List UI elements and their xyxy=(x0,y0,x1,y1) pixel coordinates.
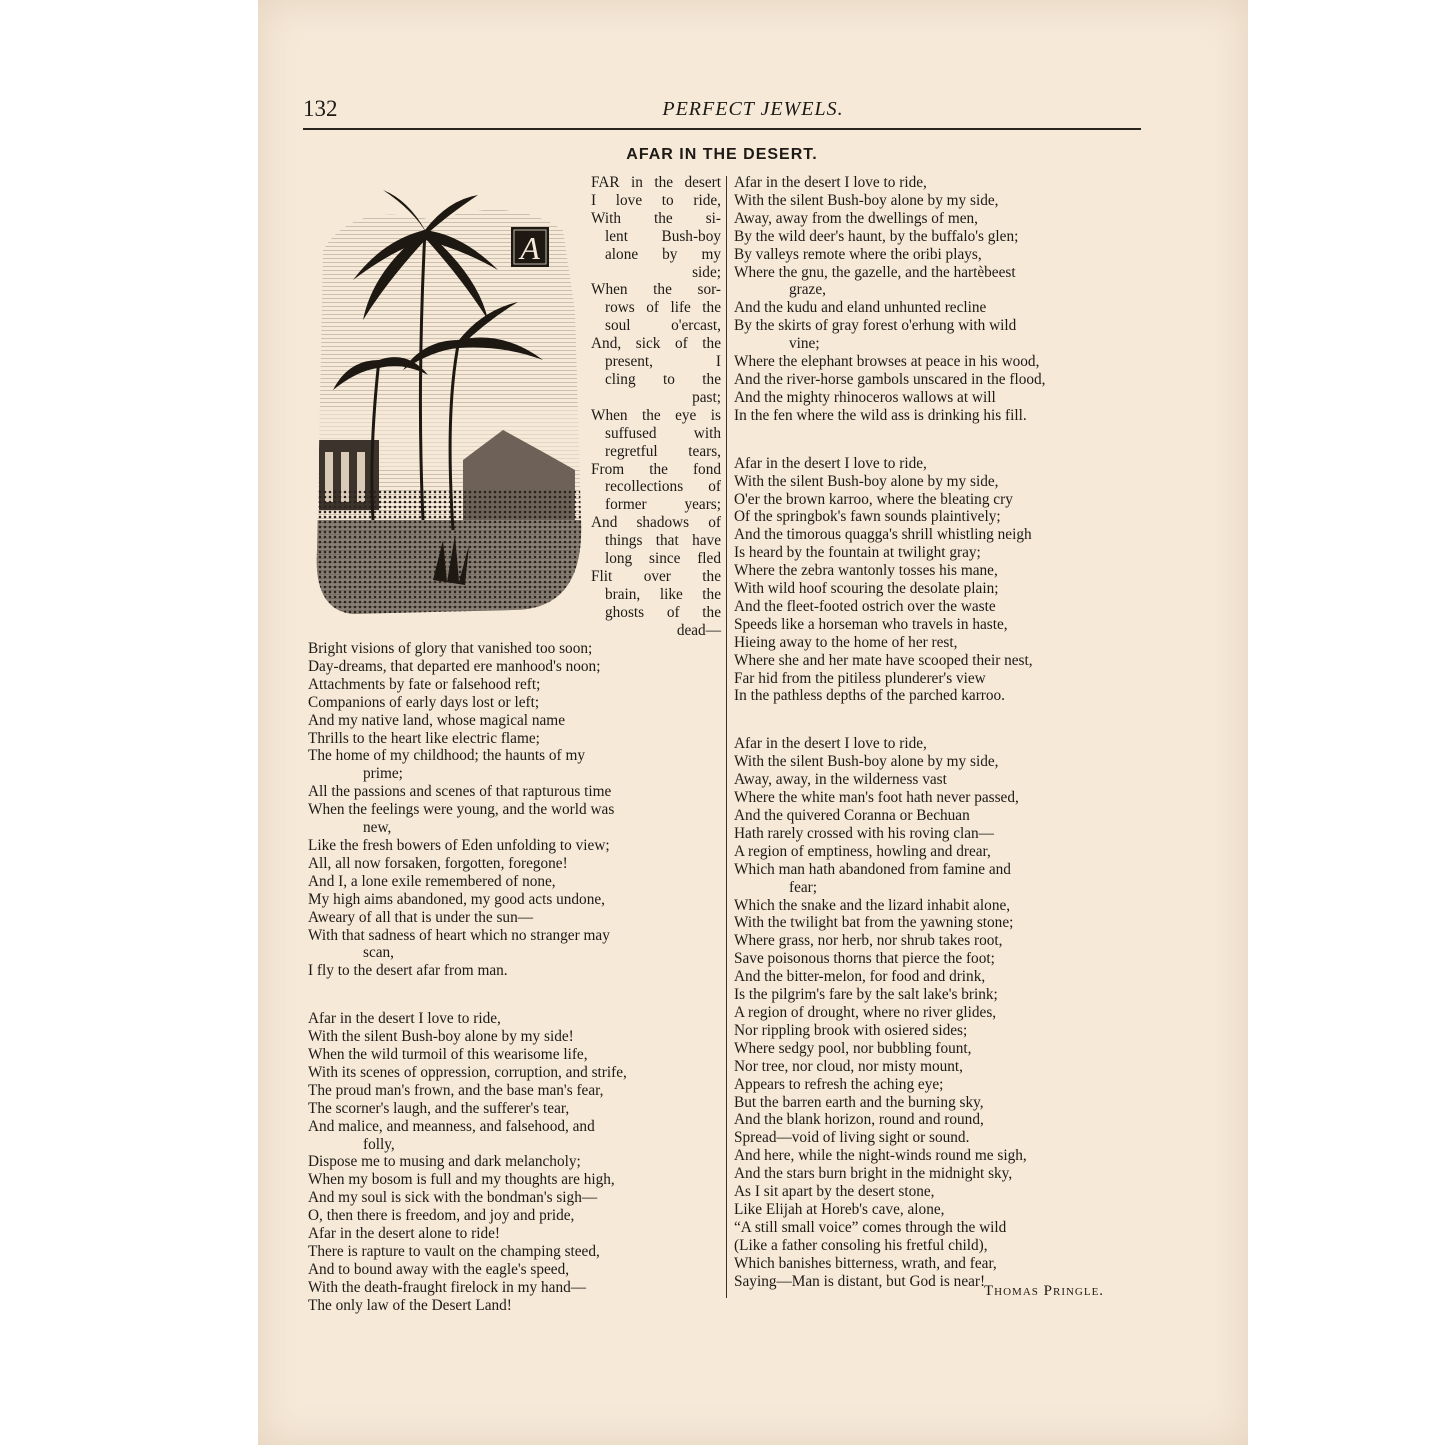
poem-line: As I sit apart by the desert stone, xyxy=(734,1183,935,1201)
poem-line: There is rapture to vault on the champing steed, xyxy=(308,1243,600,1260)
poem-line: Away, away from the dwellings of men, xyxy=(734,209,978,227)
poem-line: And my native land, whose magical name xyxy=(308,711,565,729)
poem-line: And the blank horizon, round and round, xyxy=(734,1111,984,1129)
poem-line: From the fond xyxy=(591,460,721,478)
poem-line: scan, xyxy=(363,944,395,962)
page-number: 132 xyxy=(303,96,338,121)
poem-line: FAR in the desert xyxy=(591,174,721,191)
poem-line: Where the white man's foot hath never passed, xyxy=(734,789,1019,807)
poem-line: lent Bush-boy xyxy=(605,227,721,245)
poem-line: O, then there is freedom, and joy and pride, xyxy=(308,1207,575,1225)
poem-line: With its scenes of oppression, corruption, and strife, xyxy=(308,1063,627,1081)
poem-line: prime; xyxy=(363,765,403,783)
poem-line: rows of life the xyxy=(605,299,721,317)
poem-line: folly, xyxy=(363,1135,395,1153)
poem-title: AFAR IN THE DESERT. xyxy=(626,146,818,163)
poem-line: By the skirts of gray forest o'erhung with wild xyxy=(734,317,1017,335)
poem-line: When the wild turmoil of this wearisome life, xyxy=(308,1046,588,1064)
poem-line: Afar in the desert I love to ride, xyxy=(734,174,927,191)
poem-line: Afar in the desert I love to ride, xyxy=(734,735,927,753)
poem-line: A region of emptiness, howling and drear, xyxy=(734,842,991,860)
drop-cap-letter: A xyxy=(520,230,540,266)
poem-line: All the passions and scenes of that rapturous time xyxy=(308,783,612,801)
poem-line: With the silent Bush-boy alone by my side, xyxy=(734,472,999,490)
header-rule xyxy=(303,128,1141,130)
poem-line: (Like a father consoling his fretful child), xyxy=(734,1236,988,1254)
poem-line: things that have xyxy=(605,532,721,550)
poem-line: dead— xyxy=(676,621,721,639)
poem-line: Away, away, in the wilderness vast xyxy=(734,771,947,789)
poem-line: With the si- xyxy=(591,209,721,227)
left-column-text xyxy=(308,640,720,1315)
poem-line: Is the pilgrim's fare by the salt lake's brink; xyxy=(734,986,998,1004)
poem-line: Aweary of all that is under the sun— xyxy=(308,908,534,926)
poem-line: A region of drought, where no river glides, xyxy=(734,1003,997,1021)
poem-line: With the silent Bush-boy alone by my side, xyxy=(734,753,999,771)
stanza-break xyxy=(734,705,1154,735)
poem-line: And the bitter-melon, for food and drink, xyxy=(734,968,986,986)
poem-line: Which the snake and the lizard inhabit alone, xyxy=(734,896,1011,914)
poem-line: Where grass, nor herb, nor shrub takes root, xyxy=(734,932,1003,950)
poem-line: When my bosom is full and my thoughts are high, xyxy=(308,1171,615,1189)
poem-line: But the barren earth and the burning sky, xyxy=(734,1093,984,1111)
poem-line: Bright visions of glory that vanished too soon; xyxy=(308,640,593,657)
poem-line: Save poisonous thorns that pierce the foot; xyxy=(734,950,995,968)
poem-line: By the wild deer's haunt, by the buffalo's glen; xyxy=(734,227,1019,245)
poem-line: And malice, and meanness, and falsehood, and xyxy=(308,1117,595,1135)
poem-line: Hath rarely crossed with his roving clan— xyxy=(734,824,994,842)
poem-line: My high aims abandoned, my good acts undone, xyxy=(308,890,605,908)
poem-line: With the silent Bush-boy alone by my side, xyxy=(734,191,999,209)
poem-line: When the sor- xyxy=(591,281,721,299)
poem-line: When the feelings were young, and the world was xyxy=(308,801,615,819)
stanza-break xyxy=(734,425,1154,455)
poem-line: And my soul is sick with the bondman's sigh— xyxy=(308,1189,598,1207)
right-column-text xyxy=(734,174,1154,1290)
poem-line: recollections of xyxy=(605,478,721,496)
poem-line: And the quivered Coranna or Bechuan xyxy=(734,807,970,824)
poem-line: When the eye is xyxy=(591,406,721,424)
wrapped-opening-stanza xyxy=(591,174,721,640)
poem-line: Is heard by the fountain at twilight gray; xyxy=(734,544,981,562)
poem-line: With the death-fraught firelock in my hand— xyxy=(308,1278,587,1296)
poem-line: soul o'ercast, xyxy=(605,317,721,335)
poem-line: And to bound away with the eagle's speed, xyxy=(308,1260,570,1278)
poem-line: new, xyxy=(363,819,392,837)
poem-line: And the timorous quagga's shrill whistling neigh xyxy=(734,526,1032,544)
poem-line: Afar in the desert alone to ride! xyxy=(308,1225,500,1243)
poem-line: Where sedgy pool, nor bubbling fount, xyxy=(734,1039,972,1057)
poem-line: Attachments by fate or falsehood reft; xyxy=(308,675,541,693)
poem-line: present, I xyxy=(605,353,721,371)
poem-line: long since fled xyxy=(605,550,721,568)
poem-line: With the silent Bush-boy alone by my side! xyxy=(308,1028,574,1046)
poem-line: Where the gnu, the gazelle, and the hartèbeest xyxy=(734,263,1016,281)
poem-line: Afar in the desert I love to ride, xyxy=(308,1010,501,1028)
poem-line: Where the elephant browses at peace in his wood, xyxy=(734,353,1040,371)
poem-line: ghosts of the xyxy=(605,603,721,621)
poem-line: Where she and her mate have scooped their nest, xyxy=(734,651,1033,669)
running-title: PERFECT JEWELS. xyxy=(662,98,844,120)
poem-line: Which man hath abandoned from famine and xyxy=(734,860,1011,878)
stanza-break xyxy=(308,980,720,1010)
poem-line: Flit over the xyxy=(591,567,721,585)
poem-line: The scorner's laugh, and the sufferer's tear, xyxy=(308,1099,570,1117)
poem-line: side; xyxy=(692,263,721,281)
author-signature: Thomas Pringle. xyxy=(984,1283,1105,1299)
poem-line: cling to the xyxy=(605,370,721,388)
poem-line: Where the zebra wantonly tosses his mane, xyxy=(734,562,998,580)
poem-line: Like the fresh bowers of Eden unfolding to view; xyxy=(308,836,610,854)
poem-line: Which banishes bitterness, wrath, and fear, xyxy=(734,1254,997,1272)
poem-line: regretful tears, xyxy=(605,442,721,460)
column-divider xyxy=(726,176,727,1298)
poem-line: By valleys remote where the oribi plays, xyxy=(734,245,982,263)
poem-line: With that sadness of heart which no stranger may xyxy=(308,926,610,944)
poem-line: Dispose me to musing and dark melancholy; xyxy=(308,1153,581,1171)
poem-line: The proud man's frown, and the base man's fear, xyxy=(308,1081,604,1099)
poem-line: “A still small voice” comes through the wild xyxy=(734,1218,1007,1236)
page-header xyxy=(303,92,1203,126)
poem-line: Of the springbok's fawn sounds plaintively; xyxy=(734,508,1001,526)
poem-line: Appears to refresh the aching eye; xyxy=(734,1075,944,1093)
poem-line: Far hid from the pitiless plunderer's view xyxy=(734,669,986,687)
poem-line: Speeds like a horseman who travels in haste, xyxy=(734,615,1008,633)
poem-line: Afar in the desert I love to ride, xyxy=(734,454,927,472)
poem-line: Spread—void of living sight or sound. xyxy=(734,1129,970,1147)
poem-line: And the fleet-footed ostrich over the waste xyxy=(734,597,996,615)
poem-line: suffused with xyxy=(605,424,721,442)
poem-line: All, all now forsaken, forgotten, foregone! xyxy=(308,854,568,872)
poem-line: The home of my childhood; the haunts of my xyxy=(308,747,585,765)
poem-line: former years; xyxy=(605,496,721,514)
poem-line: And the mighty rhinoceros wallows at will xyxy=(734,388,996,406)
poem-line: And the stars burn bright in the midnight sky, xyxy=(734,1165,1013,1183)
poem-line: And the kudu and eland unhunted recline xyxy=(734,299,987,317)
poem-line: O'er the brown karroo, where the bleating cry xyxy=(734,490,1013,508)
poem-line: past; xyxy=(692,388,721,406)
poem-line: alone by my xyxy=(605,245,721,263)
poem-line: Thrills to the heart like electric flame; xyxy=(308,729,540,747)
poem-line: Nor rippling brook with osiered sides; xyxy=(734,1021,968,1039)
book-page xyxy=(258,0,1248,1445)
poem-line: Saying—Man is distant, but God is near! xyxy=(734,1272,986,1290)
poem-line: And I, a lone exile remembered of none, xyxy=(308,872,556,890)
poem-line: graze, xyxy=(789,281,826,299)
poem-line: And shadows of xyxy=(591,514,721,532)
poem-line: I fly to the desert afar from man. xyxy=(308,962,508,980)
poem-line: brain, like the xyxy=(605,585,721,603)
poem-line: Hieing away to the home of her rest, xyxy=(734,633,958,651)
poem-line: With the twilight bat from the yawning stone; xyxy=(734,914,1014,932)
poem-line: Nor tree, nor cloud, nor misty mount, xyxy=(734,1057,963,1075)
poem-line: And, sick of the xyxy=(591,335,721,353)
poem-line: vine; xyxy=(789,335,820,353)
poem-line: I love to ride, xyxy=(591,191,721,209)
poem-line: In the pathless depths of the parched karroo. xyxy=(734,687,1006,705)
poem-line: Companions of early days lost or left; xyxy=(308,693,540,711)
poem-line: Day-dreams, that departed ere manhood's noon; xyxy=(308,657,601,675)
poem-line: And the river-horse gambols unscared in the flood, xyxy=(734,370,1046,388)
poem-line: Like Elijah at Horeb's cave, alone, xyxy=(734,1200,945,1218)
poem-line: In the fen where the wild ass is drinking his fill. xyxy=(734,406,1027,424)
poem-line: And here, while the night-winds round me sigh, xyxy=(734,1147,1027,1165)
drop-cap-box xyxy=(511,227,549,267)
poem-line: With wild hoof scouring the desolate plain; xyxy=(734,580,999,598)
poem-line: The only law of the Desert Land! xyxy=(308,1296,512,1314)
poem-line: fear; xyxy=(789,878,818,896)
